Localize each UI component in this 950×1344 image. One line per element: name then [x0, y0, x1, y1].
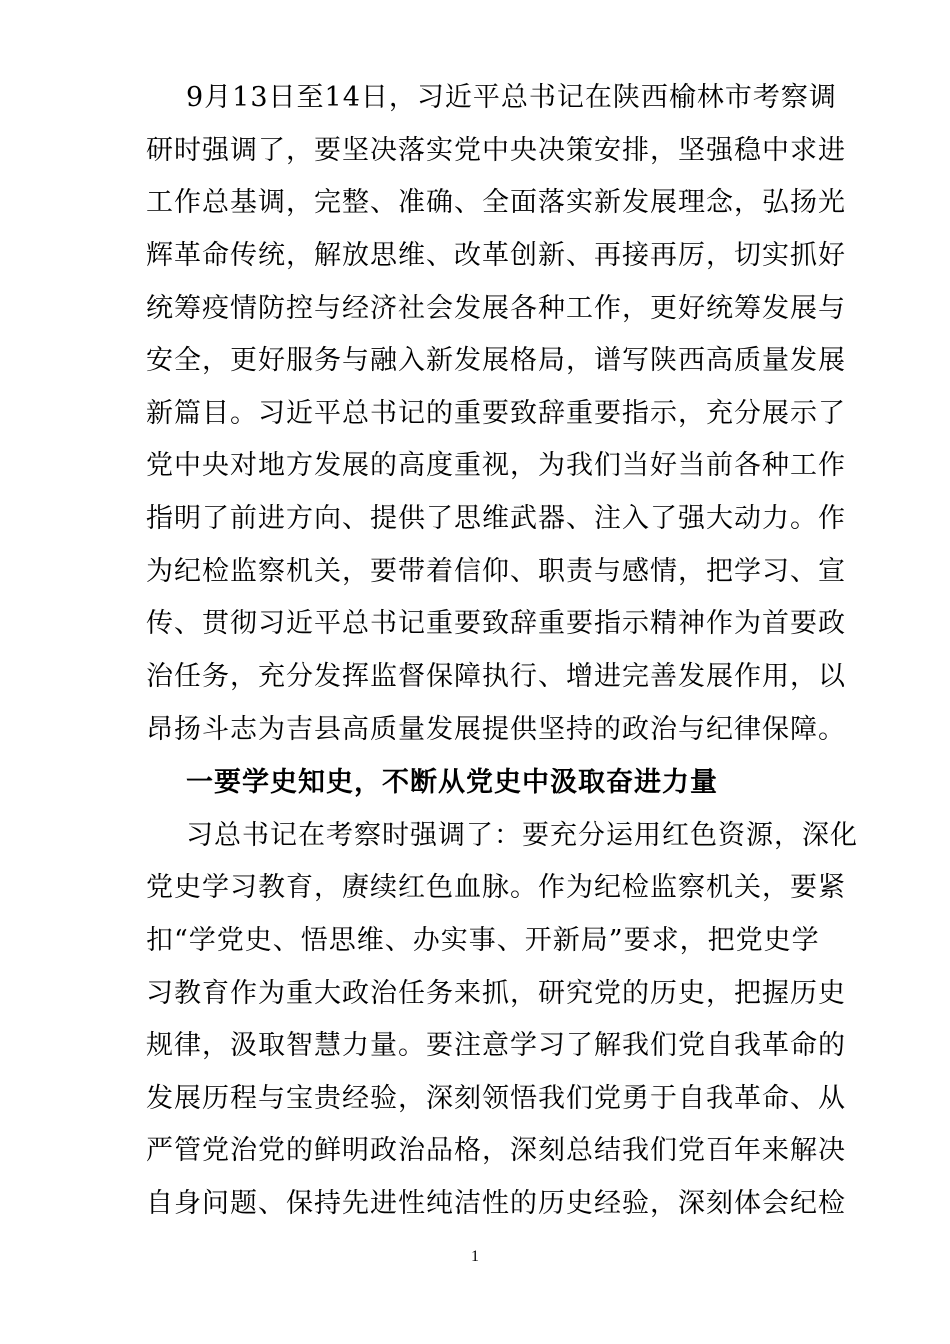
paragraph-line: 新篇目。习近平总书记的重要致辞重要指示，充分展示了 — [146, 398, 846, 429]
paragraph-line: 党中央对地方发展的高度重视，为我们当好当前各种工作 — [146, 450, 846, 481]
paragraph-line: 安全，更好服务与融入新发展格局，谱写陕西高质量发展 — [146, 345, 846, 376]
section-heading: 一要学史知史，不断从党史中汲取奋进力量 — [186, 767, 718, 798]
paragraph-line: 自身问题、保持先进性纯洁性的历史经验，深刻体会纪检 — [146, 1188, 846, 1219]
paragraph-line: 治任务，充分发挥监督保障执行、增进完善发展作用，以 — [146, 661, 846, 692]
paragraph-line: 为纪检监察机关，要带着信仰、职责与感情，把学习、宣 — [146, 556, 846, 587]
paragraph-line: 9月13日至14日，习近平总书记在陕西榆林市考察调 — [186, 82, 837, 113]
paragraph-line: 习教育作为重大政治任务来抓，研究党的历史，把握历史 — [146, 978, 846, 1009]
paragraph-line: 辉革命传统，解放思维、改革创新、再接再厉，切实抓好 — [146, 240, 846, 271]
paragraph-line: 严管党治党的鲜明政治品格，深刻总结我们党百年来解决 — [146, 1135, 846, 1166]
paragraph-line: 扣“学党史、悟思维、办实事、开新局”要求，把党史学 — [146, 925, 820, 956]
paragraph-line: 工作总基调，完整、准确、全面落实新发展理念，弘扬光 — [146, 187, 846, 218]
paragraph-line: 统筹疫情防控与经济社会发展各种工作，更好统筹发展与 — [146, 293, 846, 324]
paragraph-line: 传、贯彻习近平总书记重要致辞重要指示精神作为首要政 — [146, 608, 846, 639]
paragraph-line: 发展历程与宝贵经验，深刻领悟我们党勇于自我革命、从 — [146, 1083, 846, 1114]
paragraph-line: 规律，汲取智慧力量。要注意学习了解我们党自我革命的 — [146, 1030, 846, 1061]
paragraph-line: 习总书记在考察时强调了：要充分运用红色资源，深化 — [186, 820, 858, 851]
paragraph-line: 指明了前进方向、提供了思维武器、注入了强大动力。作 — [146, 503, 846, 534]
paragraph-line: 党史学习教育，赓续红色血脉。作为纪检监察机关，要紧 — [146, 872, 846, 903]
paragraph-line: 研时强调了，要坚决落实党中央决策安排，坚强稳中求进 — [146, 135, 846, 166]
paragraph-line: 昂扬斗志为吉县高质量发展提供坚持的政治与纪律保障。 — [146, 714, 846, 745]
page-number: 1 — [471, 1248, 479, 1265]
